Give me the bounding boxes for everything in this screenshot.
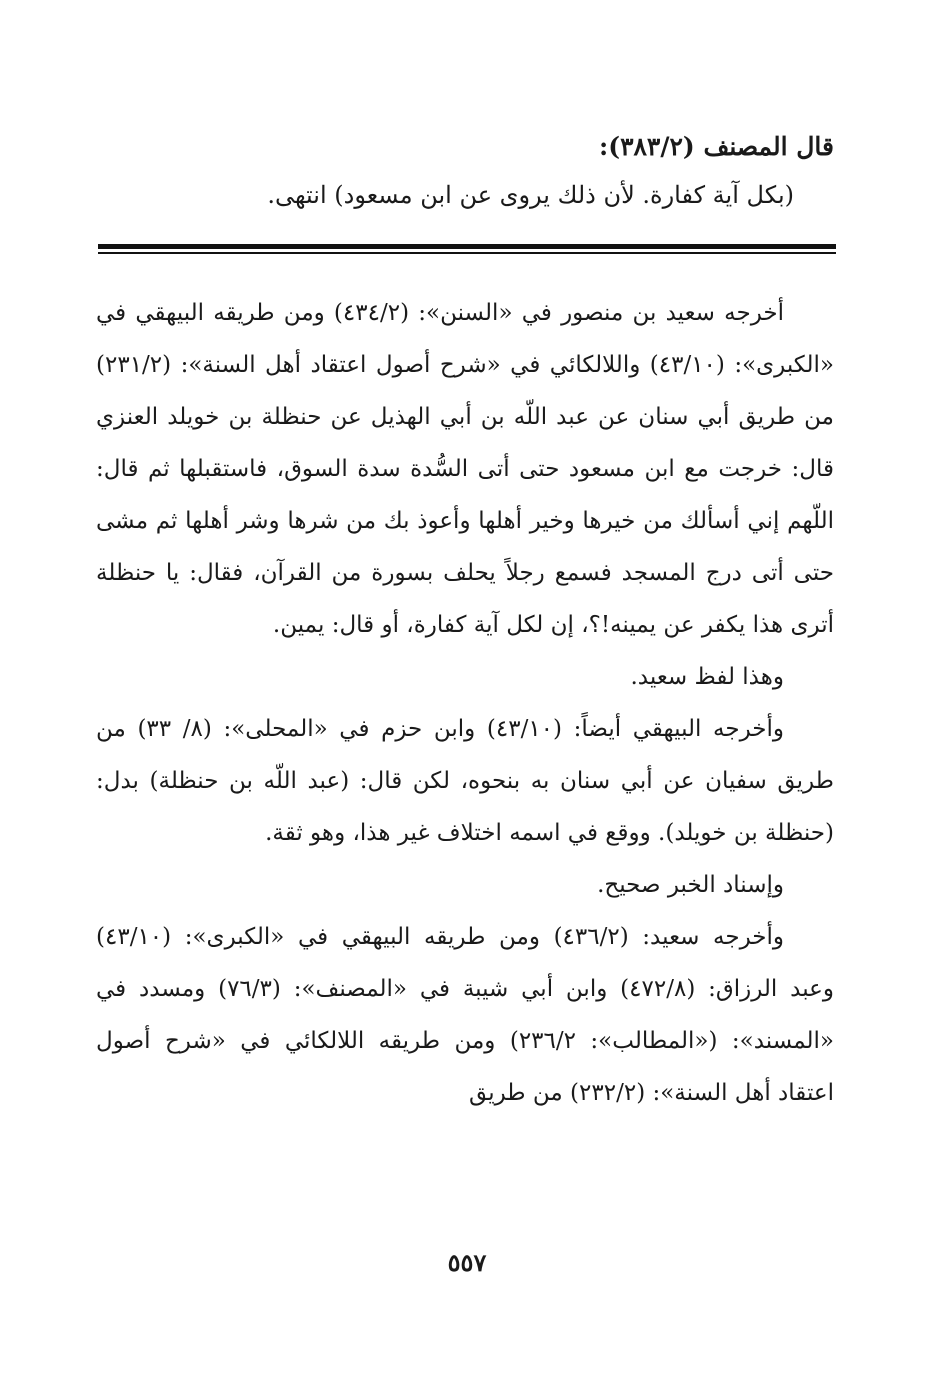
paragraph-1: أخرجه سعيد بن منصور في «السنن»: (٤٣٤/٢) ومن طريقه البيهقي في «الكبرى»: (٤٣/١٠) واللالكائي في «شرح أصول اعتقاد أهل السنة»: (٢٣١/٢) من طريق أبي سنان عن عبد اللّه بن أبي الهذيل عن حنظلة بن خويلد العنزي قال: خرجت مع ابن مسعود حتى أتى السُّدة سدة السوق، فاستقبلها ثم قال: اللّهم إني أسألك من خيرها وخير أهلها وأعوذ بك من شرها وشر أهلها ثم مشى حتى أتى درج المسجد فسمع رجلاً يحلف بسورة من القرآن، فقال: يا حنظلة أترى هذا يكفر عن يمينه!؟، إن لكل آية كفارة، أو قال: يمين. bbox=[96, 300, 834, 638]
header-section bbox=[96, 122, 834, 218]
paragraph-2: وهذا لفظ سعيد. bbox=[630, 664, 784, 690]
page-number: ٥٥٧ bbox=[447, 1248, 487, 1277]
commentary-body bbox=[96, 287, 834, 1119]
paragraph-3: وأخرجه البيهقي أيضاً: (٤٣/١٠) وابن حزم في «المحلى»: (٨/ ٣٣) من طريق سفيان عن أبي سنان به بنحوه، لكن قال: (عبد اللّه بن حنظلة) بدل: (حنظلة بن خويلد). ووقع في اسمه اختلاف غير هذا، وهو ثقة. bbox=[96, 716, 834, 846]
section-title: قال المصنف (٣٨٣/٢): bbox=[599, 132, 834, 161]
paragraph-5: وأخرجه سعيد: (٤٣٦/٢) ومن طريقه البيهقي في «الكبرى»: (٤٣/١٠) وعبد الرزاق: (٤٧٢/٨) وابن أبي شيبة في «المصنف»: (٧٦/٣) ومسدد في «المسند»: («المطالب»: ٢٣٦/٢) ومن طريقه اللالكائي في «شرح أصول اعتقاد أهل السنة»: (٢٣٢/٢) من طريق bbox=[96, 924, 834, 1106]
paragraph-4: وإسناد الخبر صحيح. bbox=[597, 872, 784, 898]
divider-thick bbox=[98, 244, 836, 249]
author-quote: (بكل آية كفارة. لأن ذلك يروى عن ابن مسعود) انتهى. bbox=[267, 181, 794, 209]
divider-thin bbox=[98, 252, 836, 254]
